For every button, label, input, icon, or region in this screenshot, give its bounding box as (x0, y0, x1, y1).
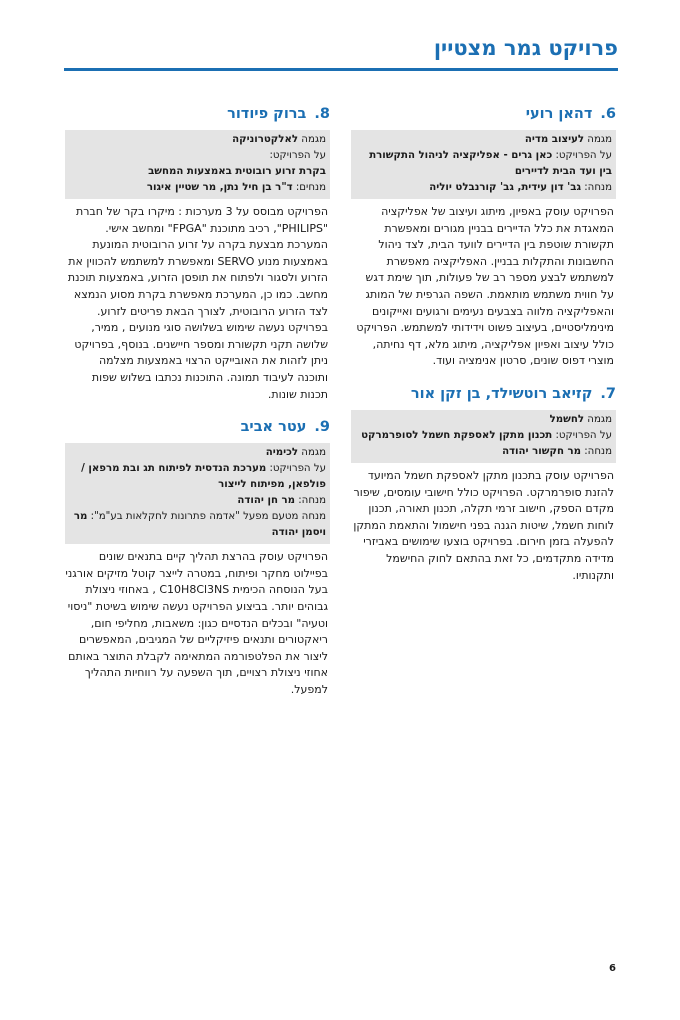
section-number: .9 (314, 419, 330, 436)
student-names: דהאן רועי (525, 106, 593, 122)
section-9 (65, 417, 330, 698)
major-line: מגמה לעיצוב מדיה (524, 134, 612, 145)
section-7 (351, 384, 616, 584)
project-description: הפרויקט עוסק בהרצת תהליך קיים בתנאים שונים בפיילוט מחקר ופיתוח, במטרה לייצר קוטל מזיקים אורגני בעל הנוסחה הכימית C10H8Cl3NS , באחוזי ניצולת גבוהים יותר. בביצוע הפרויקט נעשה שימוש בשיטת "ניסוי וטעיה" ובכלים הנדסיים כגון: משאבות, מחליפי חום, ריאקטורים ותנאים פיזיקליים של המגיבים, המאפשרים ליצור את הפלטפורמה המתאימה לקבלת התוצר באותם אחוזי ניצולת רצויים, תוך השפעה על רווחיות התהליך למפעל. (65, 550, 328, 696)
section-number: .8 (314, 106, 330, 122)
project-description: הפרויקט עוסק באפיון, מיתוג ועיצוב של אפליקציה המאגדת את כלל הדיירים בבניין מגורים ומאפשרת תקשורת שוטפת בין הדיירים לוועד הבית, לצד ניהול החשבונות והתקלות בבניין. האפליקציה מאפשרת למשתמש לבצע מספר רב של פעולות, תוך שימת דגש על חווית משתמש מותאמת. השפה הגרפית של המותג והאפליקציה מלווה בצבעים נעימים ורגועים ואייקונים מינימליסטיים, בעיצוב פשוט וידידותי למשתמש. הפרויקט כולל עיצוב ואפיון אפליקציה, מיתוג מלא, דף נחיתה, מוצרי דפוס שונים, סרטון אנימציה ועוד. (356, 205, 614, 368)
section-6 (351, 104, 616, 370)
major-line: מגמה לאלקטרוניקה (232, 134, 326, 145)
project-info-box (65, 130, 330, 199)
section-heading (351, 384, 616, 404)
major-line: מגמה לכימיה (265, 447, 326, 459)
project-line: על הפרויקט: מערכת הנדסית לפיתוח תג ובת מרפאן / פולפאן, מפיתוח לייצור (81, 463, 326, 491)
project-info-box (65, 443, 330, 544)
section-heading (351, 104, 616, 124)
column-right (351, 104, 616, 598)
page-number: 6 (609, 963, 616, 974)
section-heading (65, 104, 330, 124)
student-names: קזיאב רוטשילד, בן זקן אור (410, 385, 593, 402)
project-label-line: על הפרויקט: (269, 150, 326, 161)
project-info-box (351, 410, 616, 463)
major-line: מגמה לחשמל (549, 413, 612, 425)
supervisor-line: מנחה: מר חקשור יהודה (502, 445, 612, 457)
supervisor-line: מנחה: גב' דון עידית, גב' קורנבלט יוליה (429, 182, 612, 193)
project-description: הפרויקט עוסק בתכנון מתקן לאספקת חשמל המיועד להזנת סופרמרקט. הפרויקט כולל חישובי עומסים, שיפור מקדם הספק, חישוב זרמי תקלה, תכנון תאורה, תכנון לוחות חשמל, שיטות הגנה בפני חישמול והתאמת המתקן להפעלה בזמן חירום. בפרויקט בוצעו שימושים באביזרי מדידה מתקדמים, כל זאת בהתאם לחוק החישמל ותקנותיו. (353, 468, 614, 582)
project-info-box (351, 130, 616, 199)
project-line: על הפרויקט: תכנון מתקן לאספקת חשמל לסופרמרקט (361, 429, 612, 441)
student-names: ברוק פיודור (227, 106, 307, 122)
page-title: פרויקט גמר מצטיין (433, 36, 618, 60)
section-8 (65, 104, 330, 403)
project-line: על הפרויקט: כאן גרים - אפליקציה לניהול התקשורת בין ועד הבית לדיירים (369, 150, 612, 177)
student-names: עטר אביב (240, 419, 307, 436)
section-number: .7 (600, 385, 616, 402)
title-rule (64, 68, 618, 71)
project-line: בקרת זרוע רובוטית באמצעות המחשב (148, 166, 326, 177)
supervisor-line: מנחים: ד"ר בן חיל נתן, מר שטיין איגור (146, 182, 326, 193)
column-left (65, 104, 330, 712)
section-heading (65, 417, 330, 437)
section-number: .6 (600, 106, 616, 122)
project-description: הפרויקט מבוסס על 3 מערכות : מיקרו בקר של חברת "PHILIPS", רכיב מתוכנת "FPGA" ומחשב אישי. המערכת מבצעת בקרה על זרוע הרובוטית המונעת באמצעות מנוע SERVO ומאפשרת למשתמש להכווין את הזרוע ולסגור ולפתוח את תופסן הזרוע, באמצעות תוכנת מחשב. כמו כן, המערכת מאפשרת בקרת מסוע הנמצא לצד הזרוע הרובוטית, לצורך הבאת פריטים לזרוע. בפרויקט נעשה שימוש בשלושה סוגי מנועים , ממיר, שלושה תקני תקשורת ומספר חיישנים. בנוסף, בפרויקט ניתן לזהות את האובייקט הרצוי באמצעות מצלמה ותוכנה לעיבוד תמונה. התוכנות נכתבו בשלוש שפות תכנות שונות. (67, 205, 328, 401)
supervisor-line: מנחה: מר חן יהודה (237, 495, 326, 507)
factory-supervisor-line: מנחה מטעם מפעל "אדמה פתרונות לחקלאות בע"מ": מר ויסמן יהודה (73, 511, 326, 539)
